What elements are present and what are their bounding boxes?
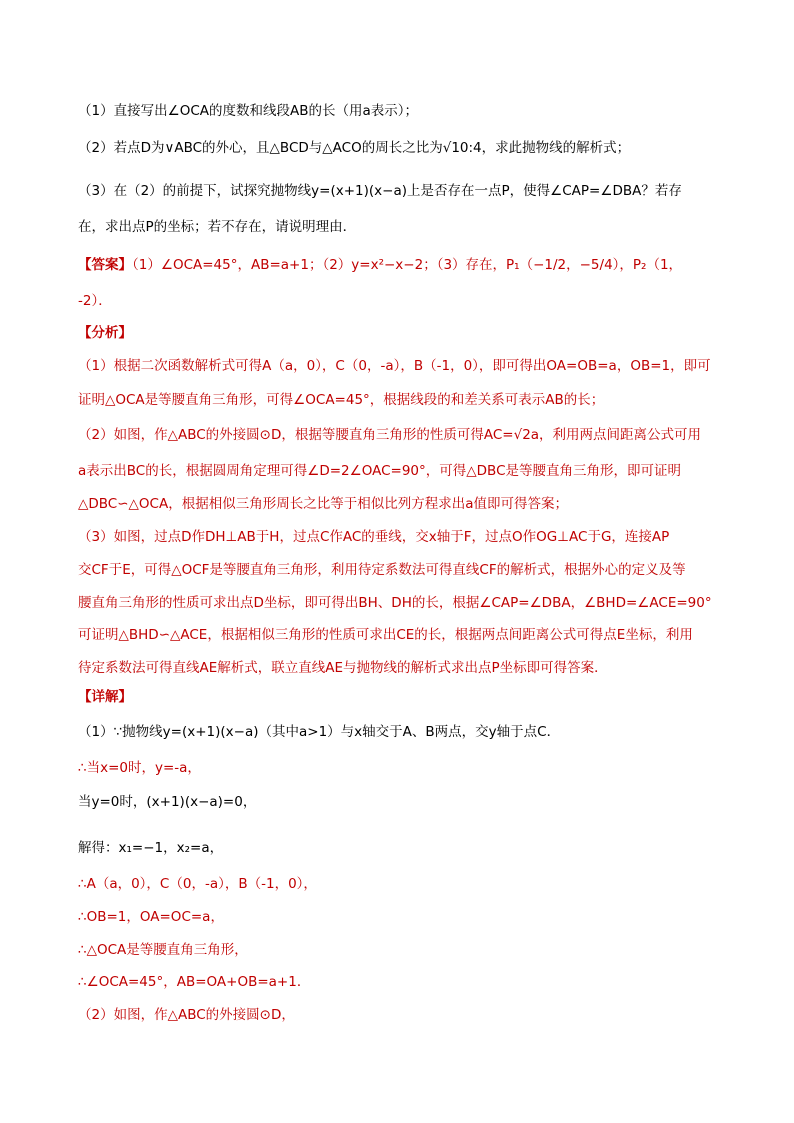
analysis-line: （3）如图，过点D作DH⊥AB于H，过点C作AC的垂线，交x轴于F，过点O作OG⊥AC于G，连接AP: [78, 529, 670, 545]
analysis-line: （1）根据二次函数解析式可得A（a，0），C（0，-a），B（-1，0），即可得出OA=OB=a，OB=1，即可: [78, 358, 711, 374]
answer-tag: 【答案】: [78, 257, 132, 273]
analysis-line: a表示出BC的长，根据圆周角定理可得∠D=2∠OAC=90°，可得△DBC是等腰直角三角形，即可证明: [78, 463, 682, 479]
question-3-line-2: 在，求出点P的坐标；若不存在，请说明理由．: [78, 219, 357, 235]
question-1: （1）直接写出∠OCA的度数和线段AB的长（用a表示）；: [78, 103, 418, 119]
analysis-line: 待定系数法可得直线AE解析式，联立直线AE与抛物线的解析式求出点P坐标即可得答案．: [78, 660, 608, 676]
detail-line: ∴OB=1，OA=OC=a，: [78, 909, 224, 925]
detail-line: 当y=0时，(x+1)(x−a)=0，: [78, 794, 257, 810]
question-3-line-1: （3）在（2）的前提下，试探究抛物线y=(x+1)(x−a)上是否存在一点P，使得∠CAP=∠DBA？若存: [78, 183, 682, 199]
detail-line: 解得：x₁=−1，x₂=a，: [78, 840, 224, 856]
detail-tag: 【详解】: [78, 689, 132, 705]
question-2: （2）若点D为∨ABC的外心，且△BCD与△ACO的周长之比为√10:4，求此抛物线的解析式；: [78, 140, 631, 156]
analysis-line: 可证明△BHD∽△ACE，根据相似三角形的性质可求出CE的长，根据两点间距离公式可得点E坐标，利用: [78, 627, 693, 643]
detail-line: ∴A（a，0），C（0，-a），B（-1，0），: [78, 876, 317, 892]
detail-line: ∴△OCA是等腰直角三角形，: [78, 942, 248, 958]
analysis-line: （2）如图，作△ABC的外接圆⊙D，根据等腰直角三角形的性质可得AC=√2a，利用两点间距离公式可用: [78, 427, 702, 443]
analysis-tag: 【分析】: [78, 325, 132, 341]
answer-line-2: -2）．: [78, 293, 112, 309]
analysis-line: 证明△OCA是等腰直角三角形，可得∠OCA=45°，根据线段的和差关系可表示AB的长；: [78, 392, 605, 408]
analysis-line: △DBC∽△OCA，根据相似三角形周长之比等于相似比列方程求出a值即可得答案；: [78, 496, 568, 512]
detail-line: （1）∵抛物线y=(x+1)(x−a)（其中a>1）与x轴交于A、B两点，交y轴于点C．: [78, 724, 561, 740]
detail-line: （2）如图，作△ABC的外接圆⊙D，: [78, 1007, 295, 1023]
detail-line: ∴当x=0时，y=-a，: [78, 760, 201, 776]
answer-text: （1）∠OCA=45°，AB=a+1；（2）y=x²−x−2；（3）存在，P₁（−1/2，−5/4），P₂（1，: [132, 257, 683, 273]
detail-line: ∴∠OCA=45°，AB=OA+OB=a+1．: [78, 974, 311, 990]
analysis-line: 交CF于E，可得△OCF是等腰直角三角形，利用待定系数法可得直线CF的解析式，根据外心的定义及等: [78, 562, 686, 578]
analysis-line: 腰直角三角形的性质可求出点D坐标，即可得出BH、DH的长，根据∠CAP=∠DBA，∠BHD=∠ACE=90°: [78, 595, 712, 611]
answer-line-1: [78, 255, 682, 275]
